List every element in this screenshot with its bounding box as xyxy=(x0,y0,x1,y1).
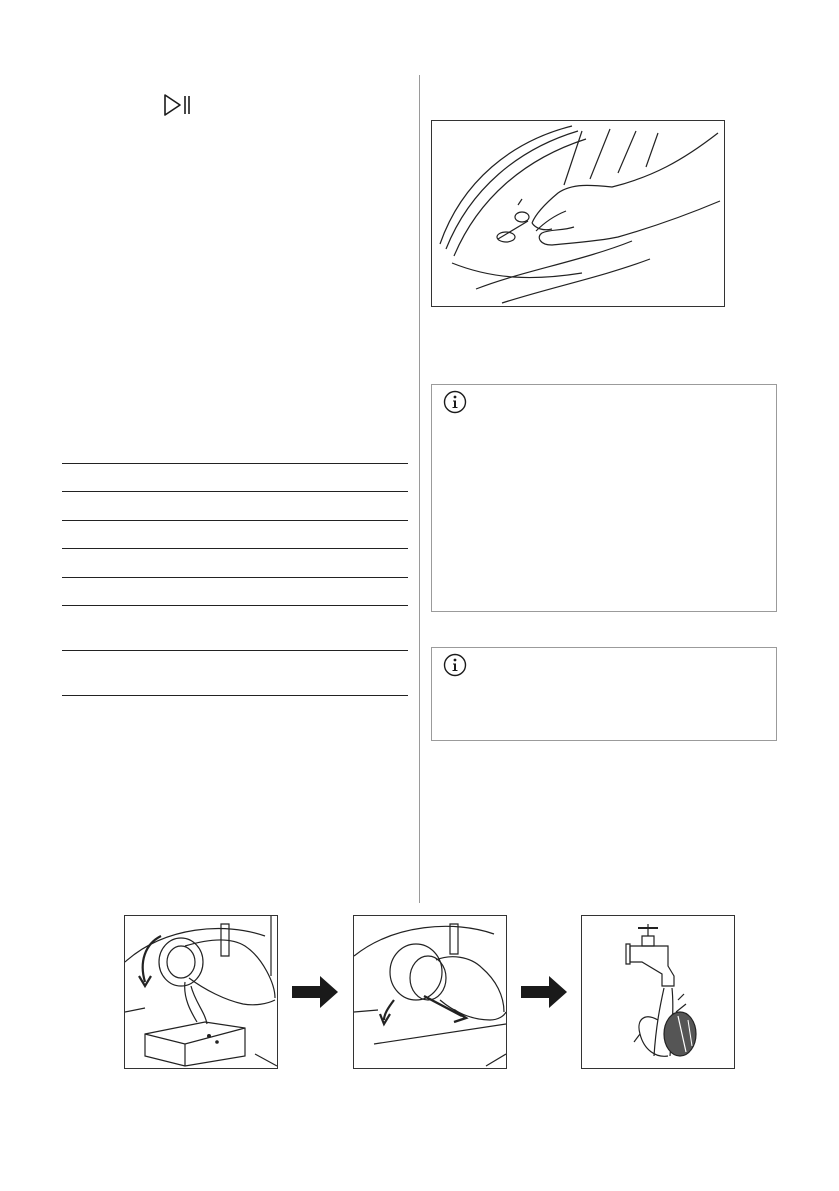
arrow-right-icon xyxy=(521,975,569,1009)
table-row-divider xyxy=(62,520,408,521)
info-box xyxy=(431,647,777,741)
table-row-divider xyxy=(62,491,408,492)
table-row-divider xyxy=(62,650,408,651)
table-row-divider xyxy=(62,605,408,606)
arrow-right-icon xyxy=(292,975,340,1009)
pump-cover-turn-illustration xyxy=(124,915,278,1069)
play-pause-icon xyxy=(162,93,194,117)
table-row-divider xyxy=(62,695,408,696)
drum-hand-illustration xyxy=(431,120,725,307)
filter-rinse-tap-illustration xyxy=(581,915,735,1069)
info-box xyxy=(431,384,777,612)
column-divider xyxy=(419,75,420,903)
table-row-divider xyxy=(62,577,408,578)
table-row-divider xyxy=(62,548,408,549)
table-row-divider xyxy=(62,463,408,464)
pump-filter-pull-illustration xyxy=(353,915,507,1069)
info-icon xyxy=(443,390,467,414)
info-icon xyxy=(443,653,467,677)
